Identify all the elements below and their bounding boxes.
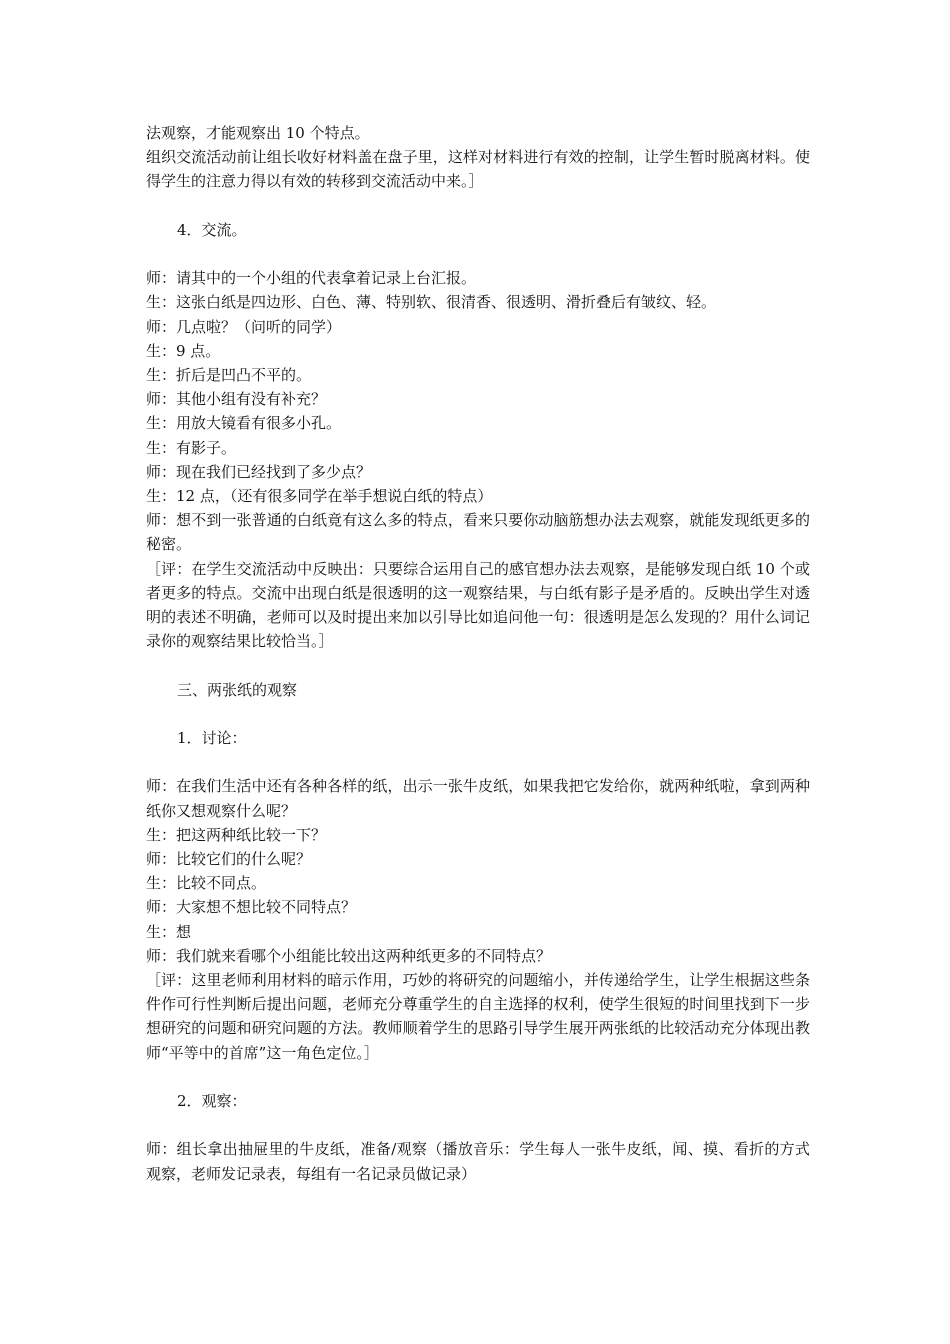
paragraph: 生：折后是凹凸不平的。 bbox=[146, 366, 312, 384]
blank-line bbox=[146, 653, 810, 677]
section-heading: 1．讨论： bbox=[177, 729, 247, 748]
paragraph: 生：用放大镜看有很多小孔。 bbox=[146, 414, 342, 433]
paragraph: 师：组长拿出抽屉里的牛皮纸，准备/观察（播放音乐：学生每人一张牛皮纸，闻、摸、看折的方式观察，老师发记录表，每组有一名记录员做记录） bbox=[146, 1140, 810, 1183]
paragraph: 组织交流活动前让组长收好材料盖在盘子里，这样对材料进行有效的控制，让学生暂时脱离材料。使得学生的注意力得以有效的转移到交流活动中来。］ bbox=[146, 148, 810, 191]
blank-line bbox=[146, 750, 810, 774]
paragraph: ［评：这里老师利用材料的暗示作用，巧妙的将研究的问题缩小，并传递给学生，让学生根据这些条件作可行性判断后提出问题，老师充分尊重学生的自主选择的权利，使学生很短的时间里找到下一步想研究的问题和研究问题的方法。教师顺着学生的思路引导学生展开两张纸的比较活动充分体现出教师“平等中的首席”这一角色定位。］ bbox=[146, 971, 810, 1062]
blank-line bbox=[146, 242, 810, 266]
paragraph: 师：比较它们的什么呢？ bbox=[146, 850, 312, 869]
paragraph: 生：想 bbox=[146, 922, 192, 941]
paragraph: 生：12 点，（还有很多同学在举手想说白纸的特点） bbox=[146, 487, 493, 506]
paragraph: ［评：在学生交流活动中反映出：只要综合运用自己的感官想办法去观察，是能够发现白纸 10 个或者更多的特点。交流中出现白纸是很透明的这一观察结果，与白纸有影子是矛盾的。反映出学生对透明的表述不明确，老师可以及时提出来加以引导比如追问他一句：很透明是怎么发现的？用什么词记录你的观察结果比较恰当。］ bbox=[146, 559, 810, 651]
paragraph: 生：有影子。 bbox=[146, 438, 237, 457]
document-body bbox=[146, 121, 810, 1186]
paragraph: 师：现在我们已经找到了多少点？ bbox=[146, 462, 372, 481]
paragraph: 生：这张白纸是四边形、白色、薄、特别软、很清香、很透明、滑折叠后有皱纹、轻。 bbox=[146, 293, 717, 312]
section-heading: 2．观察： bbox=[177, 1092, 247, 1111]
paragraph: 师：几点啦？（问听的同学） bbox=[146, 317, 342, 336]
blank-line bbox=[146, 194, 810, 218]
paragraph: 师：在我们生活中还有各种各样的纸，出示一张牛皮纸，如果我把它发给你，就两种纸啦，拿到两种纸你又想观察什么呢？ bbox=[146, 777, 810, 820]
blank-line bbox=[146, 702, 810, 726]
paragraph: 师：我们就来看哪个小组能比较出这两种纸更多的不同特点？ bbox=[146, 946, 552, 965]
paragraph: 师：想不到一张普通的白纸竟有这么多的特点，看来只要你动脑筋想办法去观察，就能发现纸更多的秘密。 bbox=[146, 511, 810, 554]
paragraph: 生：9 点。 bbox=[146, 341, 221, 360]
section-heading: 4．交流。 bbox=[177, 220, 247, 239]
blank-line bbox=[146, 1113, 810, 1137]
paragraph: 生：比较不同点。 bbox=[146, 874, 267, 893]
paragraph: 师：大家想不想比较不同特点？ bbox=[146, 898, 357, 917]
paragraph: 师：其他小组有没有补充？ bbox=[146, 390, 327, 409]
paragraph: 生：把这两种纸比较一下？ bbox=[146, 825, 327, 844]
paragraph: 师：请其中的一个小组的代表拿着记录上台汇报。 bbox=[146, 269, 477, 288]
blank-line bbox=[146, 1065, 810, 1089]
section-heading: 三、两张纸的观察 bbox=[177, 680, 298, 699]
paragraph: 法观察，才能观察出 10 个特点。 bbox=[146, 124, 370, 142]
